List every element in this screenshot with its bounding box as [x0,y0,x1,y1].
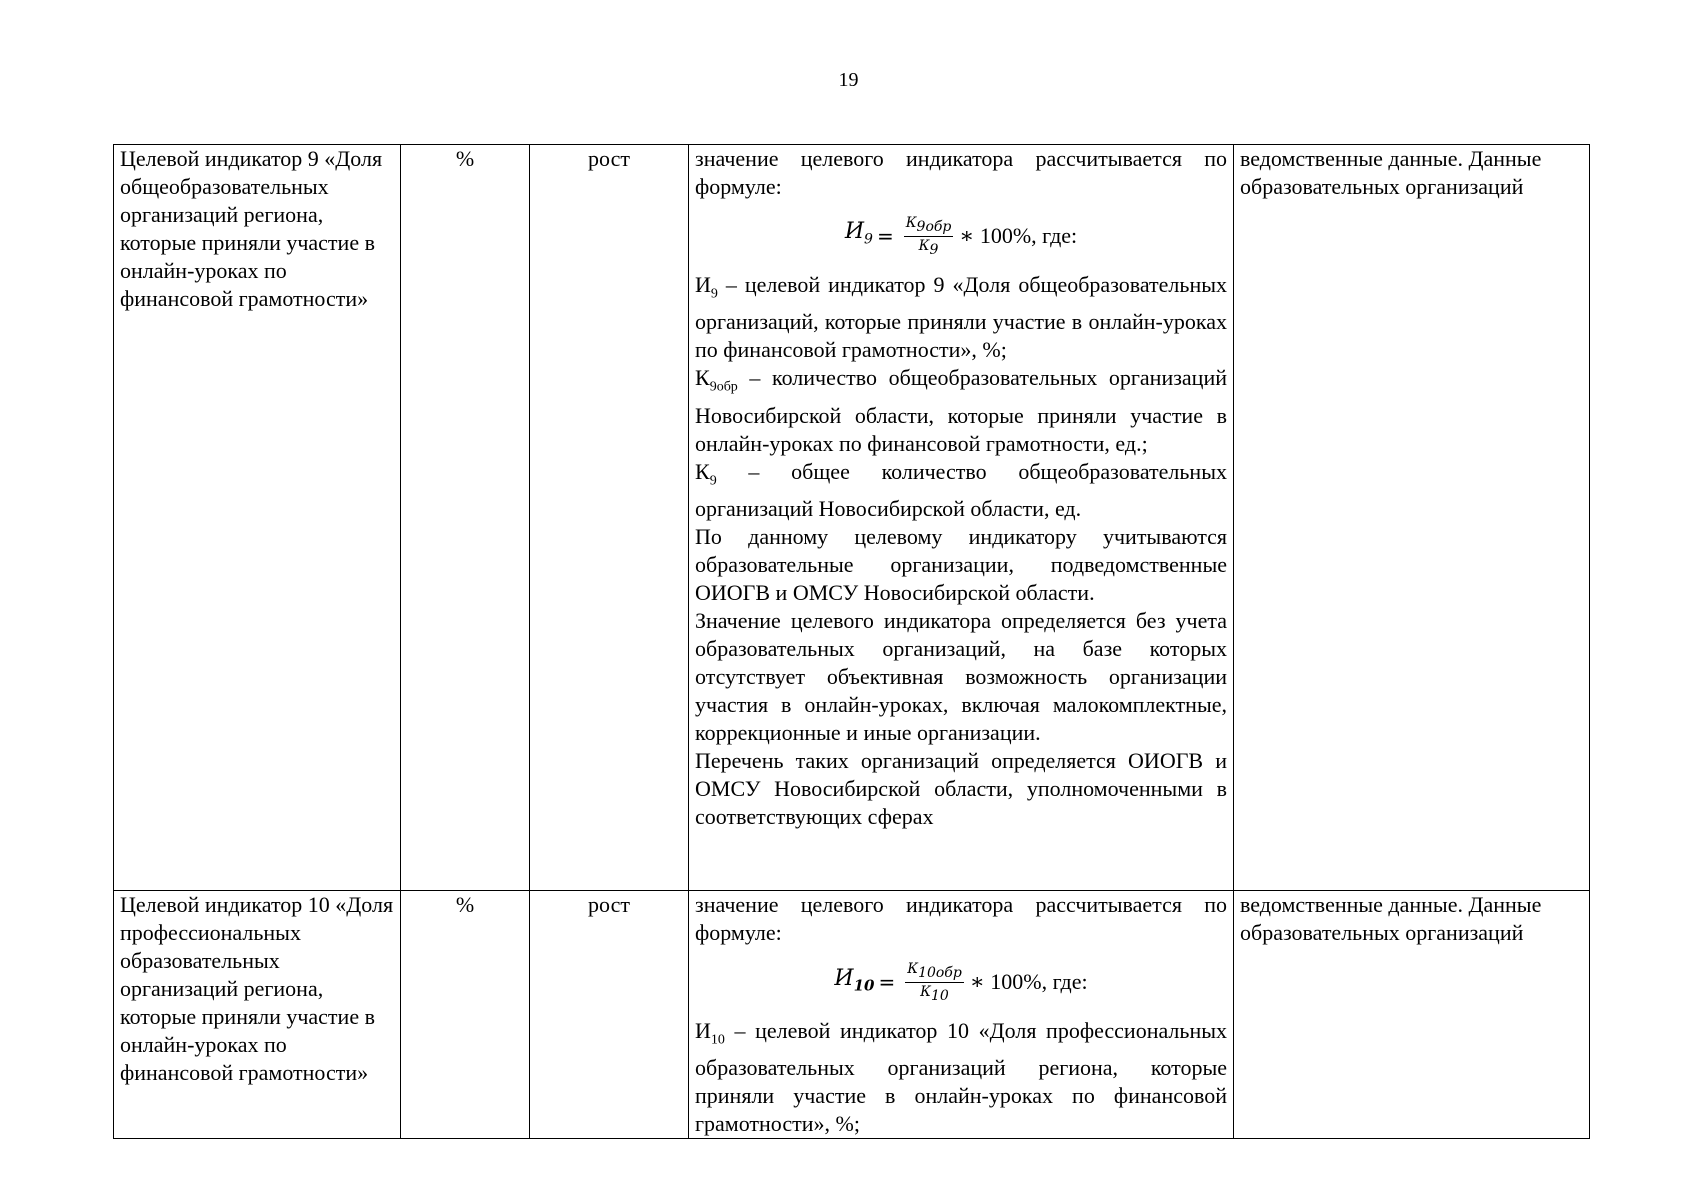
trend: рост [588,146,630,171]
unit-cell [401,145,530,891]
formula-rhs: ∗ 100%, где: [969,969,1088,994]
indicator-name-cell [114,145,401,891]
trend-cell [530,891,689,1139]
method-cell [689,891,1234,1139]
formula-equals: = [876,224,894,248]
trend: рост [588,892,630,917]
formula-lhs: $И_{10}$ [834,965,875,995]
source: ведомственные данные. Данные образовательных организаций [1240,146,1542,199]
formula-denominator: $К_{10}$ [920,983,949,1004]
page-number: 19 [838,69,859,91]
indicator-name: Целевой индикатор 10 «Доля профессиональных образовательных организаций региона, которые приняли участие в онлайн-уроках по финансовой грамотности» [120,892,394,1085]
unit: % [455,146,475,171]
formula-numerator: $К_{9обр}$ [905,214,952,235]
indicator-name: Целевой индикатор 9 «Доля общеобразовательных организаций региона, которые приняли участие в онлайн-уроках по финансовой грамотности» [120,146,383,311]
formula [695,201,1227,271]
formula [695,947,1227,1017]
note-paragraph: Значение целевого индикатора определяется без учета образовательных организаций, на базе которых отсутствует объективная возможность организации участия в онлайн-уроках, включая малокомплектные, коррекционные и иные организации. [695,608,1227,746]
note-paragraph: Перечень таких организаций определяется ОИОГВ и ОМСУ Новосибирской области, уполномоченными в соответствующих сферах [695,748,1227,830]
trend-cell [530,145,689,891]
method-intro: значение целевого индикатора рассчитывается по формуле: [695,146,1227,199]
formula-numerator: $К_{10обр}$ [907,960,962,981]
definition-line: $И_{10}$ – целевой индикатор 10 «Доля профессиональных образовательных организаций региона, которые приняли участие в онлайн-уроках по финансовой грамотности», %; [695,1018,1227,1137]
source-cell [1234,145,1590,891]
formula-denominator: $К_9$ [918,237,939,258]
indicator-name-cell [114,891,401,1139]
formula-equals: = [878,970,896,994]
definition-line: $К_{9обр}$ – количество общеобразовательных организаций Новосибирской области, которые приняли участие в онлайн-уроках по финансовой грамотности, ед.; [695,365,1227,456]
unit: % [455,892,475,917]
definition-line: $К_9$ – общее количество общеобразовательных организаций Новосибирской области, ед. [695,458,1227,522]
formula-rhs: ∗ 100%, где: [959,223,1078,248]
source-cell [1234,891,1590,1139]
formula-fraction [904,215,954,258]
method-cell [689,145,1234,891]
formula-lhs: $И_9$ [844,219,873,248]
indicators-table [113,144,1590,1139]
definition-line: $И_9$ – целевой индикатор 9 «Доля общеобразовательных организаций, которые приняли участие в онлайн-уроках по финансовой грамотности», %; [695,272,1227,363]
note-paragraph: По данному целевому индикатору учитываются образовательные организации, подведомственные ОИОГВ и ОМСУ Новосибирской области. [695,524,1227,606]
formula-fraction [905,961,964,1004]
table-row [114,145,1590,891]
source: ведомственные данные. Данные образовательных организаций [1240,892,1542,945]
method-intro: значение целевого индикатора рассчитывается по формуле: [695,892,1227,945]
unit-cell [401,891,530,1139]
table-row [114,891,1590,1139]
